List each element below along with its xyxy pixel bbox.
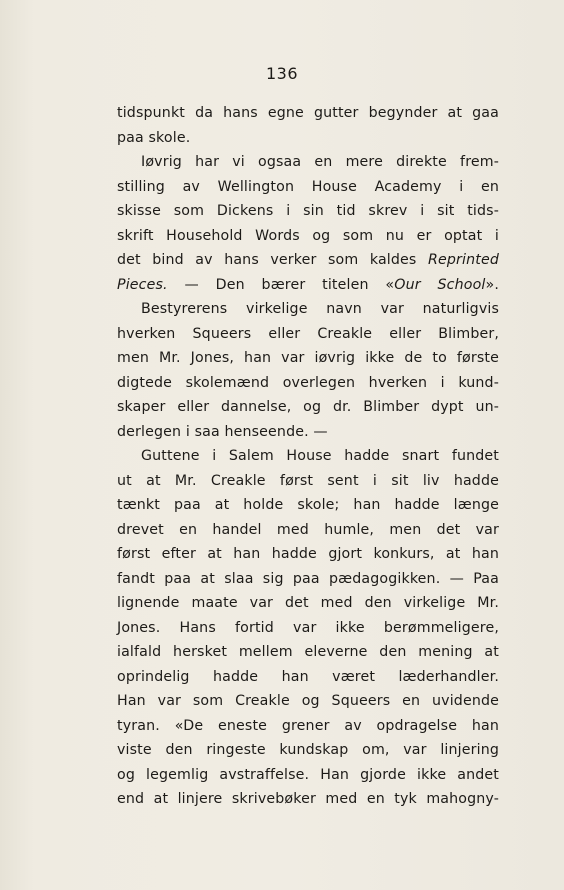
text-line-content: ut at Mr. Creakle først sent i sit liv hadde <box>117 472 499 489</box>
italic-title: Reprinted <box>427 252 499 268</box>
text-line-continuation: — Den bærer titelen « <box>167 276 395 293</box>
text-line <box>117 395 499 420</box>
text-line-content: Iøvrig har vi ogsaa en mere direkte frem- <box>141 154 499 170</box>
text-line <box>117 738 499 763</box>
text-line <box>117 101 499 126</box>
text-line <box>117 689 499 714</box>
text-line <box>117 371 499 396</box>
text-line-content: ialfald hersket mellem eleverne den mening at <box>117 644 499 660</box>
text-line <box>117 126 499 151</box>
text-line-content: paa skole. <box>117 129 191 146</box>
text-line <box>117 199 499 224</box>
text-line-content: digtede skolemænd overlegen hverken i kund- <box>117 374 499 391</box>
text-line <box>117 591 499 616</box>
text-line <box>117 567 499 592</box>
text-line-content: Han var som Creakle og Squeers en uvidende <box>117 693 499 709</box>
text-line-content: men Mr. Jones, han var iøvrig ikke de to første <box>117 350 499 366</box>
text-line-content: Guttene i Salem House hadde snart fundet <box>141 448 499 464</box>
text-line-content: lignende maate var det med den virkelige Mr. <box>117 595 499 611</box>
text-line-content: skrift Household Words og som nu er optat i <box>117 227 499 244</box>
text-line <box>117 714 499 739</box>
text-line <box>117 444 499 469</box>
text-line-content: hverken Squeers eller Creakle eller Blimber, <box>117 325 499 342</box>
body-text <box>117 101 499 812</box>
text-line <box>117 616 499 641</box>
text-line <box>117 224 499 249</box>
text-line <box>117 175 499 200</box>
text-line <box>117 493 499 518</box>
text-line <box>117 420 499 445</box>
text-line-content: drevet en handel med humle, men det var <box>117 521 499 538</box>
text-line-content: stilling av Wellington House Academy i en <box>117 178 499 195</box>
text-line <box>117 469 499 494</box>
text-line-content: og legemlig avstraffelse. Han gjorde ikke andet <box>117 766 499 783</box>
text-line <box>117 640 499 665</box>
text-line-content: tyran. «De eneste grener av opdragelse han <box>117 717 499 734</box>
text-line-content: oprindelig hadde han været læderhandler. <box>117 668 499 685</box>
text-line <box>117 248 499 273</box>
text-line <box>117 665 499 690</box>
text-line-content: Jones. Hans fortid var ikke berømmeligere, <box>117 619 499 636</box>
text-line-content: derlegen i saa henseende. — <box>117 423 328 440</box>
text-line-content: Bestyrerens virkelige navn var naturligvis <box>141 301 499 317</box>
text-line <box>117 297 499 322</box>
text-line-content: det bind av hans verker som kaldes <box>117 252 428 268</box>
text-line-content: end at linjere skrivebøker med en tyk mahogny- <box>117 791 499 807</box>
text-line-content: fandt paa at slaa sig paa pædagogikken. — Paa <box>117 570 499 587</box>
text-line <box>117 542 499 567</box>
italic-title: Our School <box>394 276 486 293</box>
text-line <box>117 273 499 298</box>
text-line-content: først efter at han hadde gjort konkurs, at han <box>117 546 499 562</box>
text-line-content: skaper eller dannelse, og dr. Blimber dypt un- <box>117 399 499 415</box>
text-line <box>117 322 499 347</box>
text-line <box>117 150 499 175</box>
text-line-content: viste den ringeste kundskap om, var linjering <box>117 742 499 758</box>
text-line-content: skisse som Dickens i sin tid skrev i sit tids- <box>117 203 499 219</box>
text-line <box>117 763 499 788</box>
page-number: 136 <box>265 64 299 83</box>
text-line <box>117 518 499 543</box>
text-line <box>117 346 499 371</box>
text-line-content: tidspunkt da hans egne gutter begynder at gaa <box>117 105 499 121</box>
text-line-content: tænkt paa at holde skole; han hadde længe <box>117 497 499 513</box>
italic-title: Pieces. <box>117 276 168 293</box>
text-line <box>117 787 499 812</box>
text-line-continuation: ». <box>485 276 499 293</box>
